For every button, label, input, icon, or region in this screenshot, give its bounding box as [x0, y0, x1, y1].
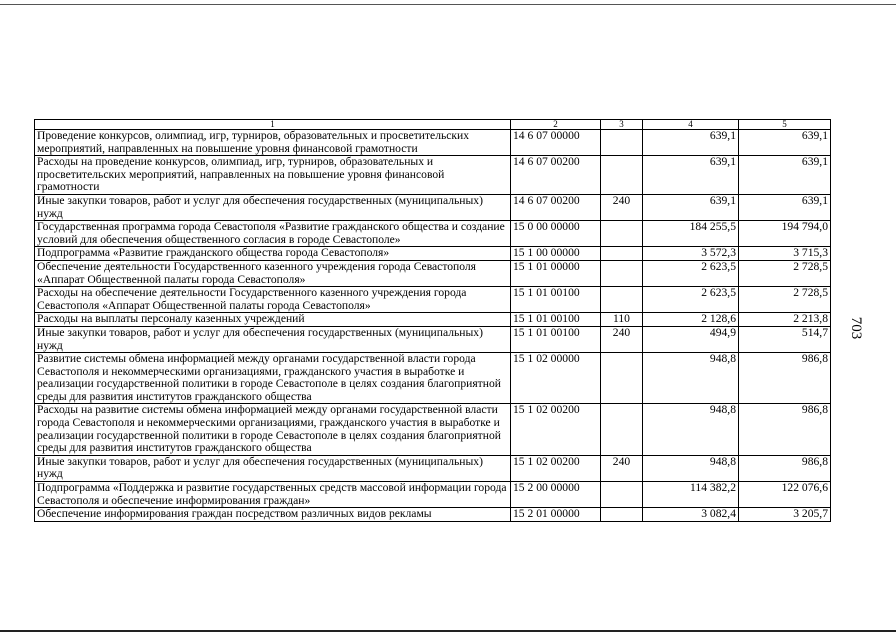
- table-row: [35, 194, 831, 220]
- row-code-cell: 15 1 01 00100: [511, 287, 601, 313]
- row-code-cell: 15 1 02 00200: [511, 404, 601, 455]
- scan-edge-top: [0, 4, 896, 5]
- table-row: [35, 353, 831, 404]
- row-amount-year1-cell: 639,1: [643, 130, 739, 156]
- row-expense-type-cell: [601, 156, 643, 195]
- row-expense-type-cell: [601, 404, 643, 455]
- row-amount-year1-cell: 114 382,2: [643, 482, 739, 508]
- table-row: [35, 130, 831, 156]
- table-row: [35, 221, 831, 247]
- row-expense-type-cell: [601, 482, 643, 508]
- row-amount-year1-cell: 2 623,5: [643, 287, 739, 313]
- row-amount-year1-cell: 494,9: [643, 326, 739, 352]
- row-name-cell: Расходы на обеспечение деятельности Государственного казенного учреждения города Севастополя «Аппарат Общественной палаты города Севастополя»: [35, 287, 511, 313]
- table-row: [35, 326, 831, 352]
- row-expense-type-cell: [601, 260, 643, 286]
- row-amount-year2-cell: 639,1: [739, 130, 831, 156]
- row-amount-year1-cell: 948,8: [643, 353, 739, 404]
- row-code-cell: 15 2 00 00000: [511, 482, 601, 508]
- row-amount-year2-cell: 986,8: [739, 455, 831, 481]
- row-amount-year2-cell: 639,1: [739, 156, 831, 195]
- row-name-cell: Иные закупки товаров, работ и услуг для обеспечения государственных (муниципальных) нужд: [35, 194, 511, 220]
- row-code-cell: 15 1 01 00100: [511, 326, 601, 352]
- row-code-cell: 15 0 00 00000: [511, 221, 601, 247]
- page-number: 703: [848, 316, 864, 340]
- row-amount-year1-cell: 2 128,6: [643, 313, 739, 327]
- row-name-cell: Государственная программа города Севастополя «Развитие гражданского общества и создание условий для обеспечения общественного согласия в городе Севастополе»: [35, 221, 511, 247]
- header-col-3: 3: [601, 120, 643, 130]
- row-amount-year2-cell: 514,7: [739, 326, 831, 352]
- table-row: [35, 247, 831, 261]
- row-code-cell: 15 1 02 00200: [511, 455, 601, 481]
- row-expense-type-cell: 240: [601, 194, 643, 220]
- row-code-cell: 15 1 00 00000: [511, 247, 601, 261]
- row-name-cell: Подпрограмма «Поддержка и развитие государственных средств массовой информации города Севастополя и обеспечение информирования граждан»: [35, 482, 511, 508]
- header-col-1: 1: [35, 120, 511, 130]
- row-expense-type-cell: [601, 247, 643, 261]
- row-expense-type-cell: [601, 508, 643, 522]
- row-name-cell: Обеспечение информирования граждан посредством различных видов рекламы: [35, 508, 511, 522]
- row-name-cell: Развитие системы обмена информацией между органами государственной власти города Севастополя и некоммерческими организациями, гражданского участия в выработке и реализации государственной политики в городе Севастополе в целях создания благоприятной среды для развития институтов гражданского общества: [35, 353, 511, 404]
- table-row: [35, 287, 831, 313]
- row-code-cell: 14 6 07 00200: [511, 194, 601, 220]
- row-amount-year1-cell: 639,1: [643, 156, 739, 195]
- table-row: [35, 156, 831, 195]
- row-name-cell: Обеспечение деятельности Государственного казенного учреждения города Севастополя «Аппарат Общественной палаты города Севастополя»: [35, 260, 511, 286]
- row-expense-type-cell: [601, 353, 643, 404]
- row-name-cell: Расходы на развитие системы обмена информацией между органами государственной власти города Севастополя и некоммерческими организациями, гражданского участия в выработке и реализации государственной политики в городе Севастополе в целях создания благоприятной среды для развития институтов гражданского общества: [35, 404, 511, 455]
- row-code-cell: 14 6 07 00200: [511, 156, 601, 195]
- row-amount-year1-cell: 639,1: [643, 194, 739, 220]
- row-expense-type-cell: 240: [601, 455, 643, 481]
- row-amount-year2-cell: 2 728,5: [739, 260, 831, 286]
- row-expense-type-cell: [601, 130, 643, 156]
- row-code-cell: 15 1 01 00100: [511, 313, 601, 327]
- table-row: [35, 404, 831, 455]
- header-col-4: 4: [643, 120, 739, 130]
- row-amount-year2-cell: 122 076,6: [739, 482, 831, 508]
- row-amount-year1-cell: 3 572,3: [643, 247, 739, 261]
- row-expense-type-cell: 110: [601, 313, 643, 327]
- table-row: [35, 508, 831, 522]
- scan-edge-bottom: [0, 630, 896, 632]
- row-code-cell: 15 1 02 00000: [511, 353, 601, 404]
- table-row: [35, 313, 831, 327]
- row-amount-year2-cell: 2 213,8: [739, 313, 831, 327]
- row-amount-year2-cell: 986,8: [739, 353, 831, 404]
- row-expense-type-cell: 240: [601, 326, 643, 352]
- row-name-cell: Иные закупки товаров, работ и услуг для обеспечения государственных (муниципальных) нужд: [35, 326, 511, 352]
- row-amount-year2-cell: 986,8: [739, 404, 831, 455]
- row-amount-year1-cell: 3 082,4: [643, 508, 739, 522]
- row-name-cell: Расходы на выплаты персоналу казенных учреждений: [35, 313, 511, 327]
- row-code-cell: 15 2 01 00000: [511, 508, 601, 522]
- row-amount-year1-cell: 2 623,5: [643, 260, 739, 286]
- row-code-cell: 15 1 01 00000: [511, 260, 601, 286]
- row-name-cell: Подпрограмма «Развитие гражданского общества города Севастополя»: [35, 247, 511, 261]
- table-row: [35, 455, 831, 481]
- row-code-cell: 14 6 07 00000: [511, 130, 601, 156]
- row-amount-year2-cell: 3 205,7: [739, 508, 831, 522]
- row-name-cell: Иные закупки товаров, работ и услуг для обеспечения государственных (муниципальных) нужд: [35, 455, 511, 481]
- row-amount-year2-cell: 194 794,0: [739, 221, 831, 247]
- table-header-row: [35, 120, 831, 130]
- header-col-2: 2: [511, 120, 601, 130]
- table-row: [35, 482, 831, 508]
- row-expense-type-cell: [601, 221, 643, 247]
- row-amount-year2-cell: 639,1: [739, 194, 831, 220]
- row-amount-year1-cell: 184 255,5: [643, 221, 739, 247]
- budget-table: [34, 119, 831, 522]
- table-row: [35, 260, 831, 286]
- row-name-cell: Расходы на проведение конкурсов, олимпиад, игр, турниров, образовательных и просветительских мероприятий, направленных на повышение уровня финансовой грамотности: [35, 156, 511, 195]
- row-name-cell: Проведение конкурсов, олимпиад, игр, турниров, образовательных и просветительских мероприятий, направленных на повышение уровня финансовой грамотности: [35, 130, 511, 156]
- row-amount-year1-cell: 948,8: [643, 404, 739, 455]
- row-amount-year2-cell: 2 728,5: [739, 287, 831, 313]
- row-amount-year1-cell: 948,8: [643, 455, 739, 481]
- row-expense-type-cell: [601, 287, 643, 313]
- header-col-5: 5: [739, 120, 831, 130]
- row-amount-year2-cell: 3 715,3: [739, 247, 831, 261]
